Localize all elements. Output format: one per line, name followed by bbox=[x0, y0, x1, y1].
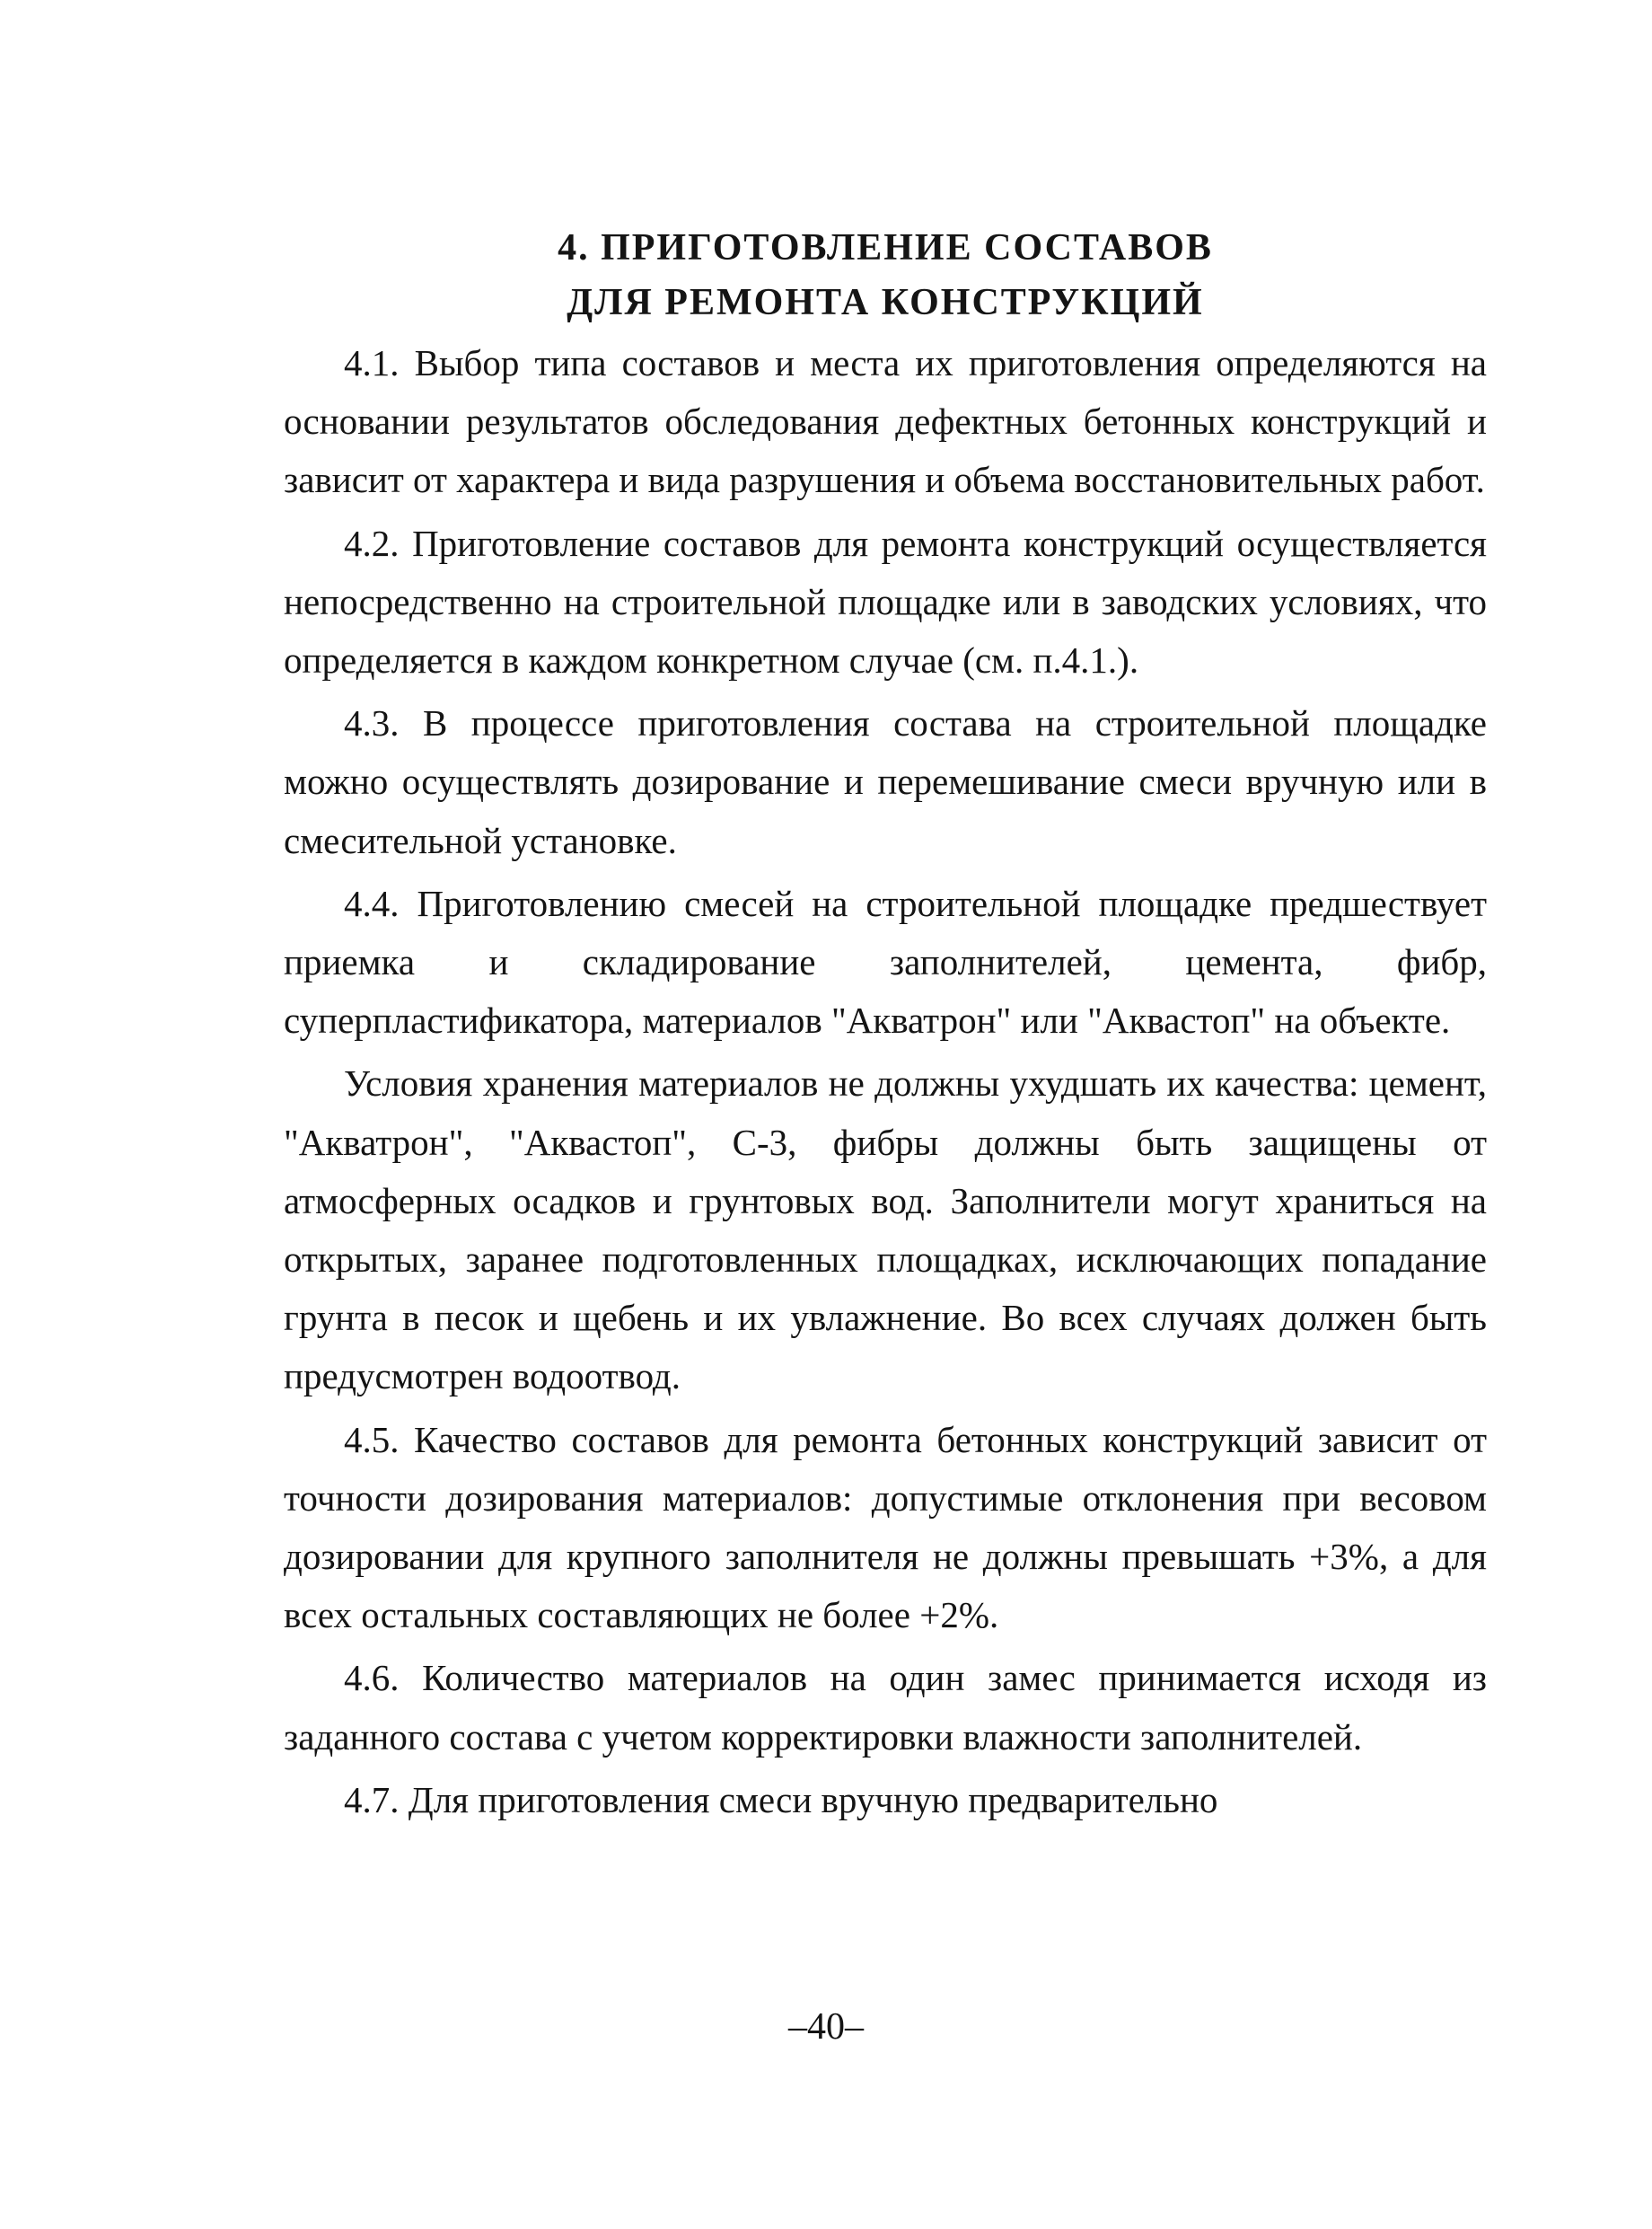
paragraph-storage-conditions: Условия хранения материалов не должны ухудшать их качества: цемент, "Акватрон", "Аквастоп", С-3, фибры должны быть защищены от атмосферных осадков и грунтовых вод. Заполнители могут храниться на открытых, заранее подготовленных площадках, исключающих попадание грунта в песок и щебень и их увлажнение. Во всех случаях должен быть предусмотрен водоотвод. bbox=[284, 1062, 1487, 1397]
paragraph-4-4: 4.4. Приготовлению смесей на строительной площадке предшествует приемка и складирование заполнителей, цемента, фибр, суперпластификатора, материалов "Акватрон" или "Аквастоп" на объекте. bbox=[284, 882, 1487, 1042]
section-heading-line-2: ДЛЯ РЕМОНТА КОНСТРУКЦИЙ bbox=[567, 282, 1204, 323]
paragraph-4-2: 4.2. Приготовление составов для ремонта конструкций осуществляется непосредственно на строительной площадке или в заводских условиях, что определяется в каждом конкретном случае (см. п.4.1.). bbox=[284, 522, 1487, 682]
paragraph-4-5: 4.5. Качество составов для ремонта бетонных конструкций зависит от точности дозирования материалов: допустимые отклонения при весовом дозировании для крупного заполнителя не должны превышать +3%, а для всех остальных составляющих не более +2%. bbox=[284, 1418, 1487, 1636]
paragraph-4-7: 4.7. Для приготовления смеси вручную предварительно bbox=[344, 1778, 1218, 1820]
paragraph-4-6: 4.6. Количество материалов на один замес принимается исходя из заданного состава с учетом корректировки влажности заполнителей. bbox=[284, 1657, 1487, 1758]
body-text bbox=[284, 334, 1487, 1829]
section-heading-line-1: 4. ПРИГОТОВЛЕНИЕ СОСТАВОВ bbox=[558, 227, 1213, 269]
paragraph-4-3: 4.3. В процессе приготовления состава на строительной площадке можно осуществлять дозирование и перемешивание смеси вручную или в смесительной установке. bbox=[284, 702, 1487, 861]
page-number: –40– bbox=[788, 2006, 864, 2048]
paragraph-4-1: 4.1. Выбор типа составов и места их приготовления определяются на основании результатов обследования дефектных бетонных конструкций и зависит от характера и вида разрушения и объема восстановительных работ. bbox=[284, 342, 1487, 501]
